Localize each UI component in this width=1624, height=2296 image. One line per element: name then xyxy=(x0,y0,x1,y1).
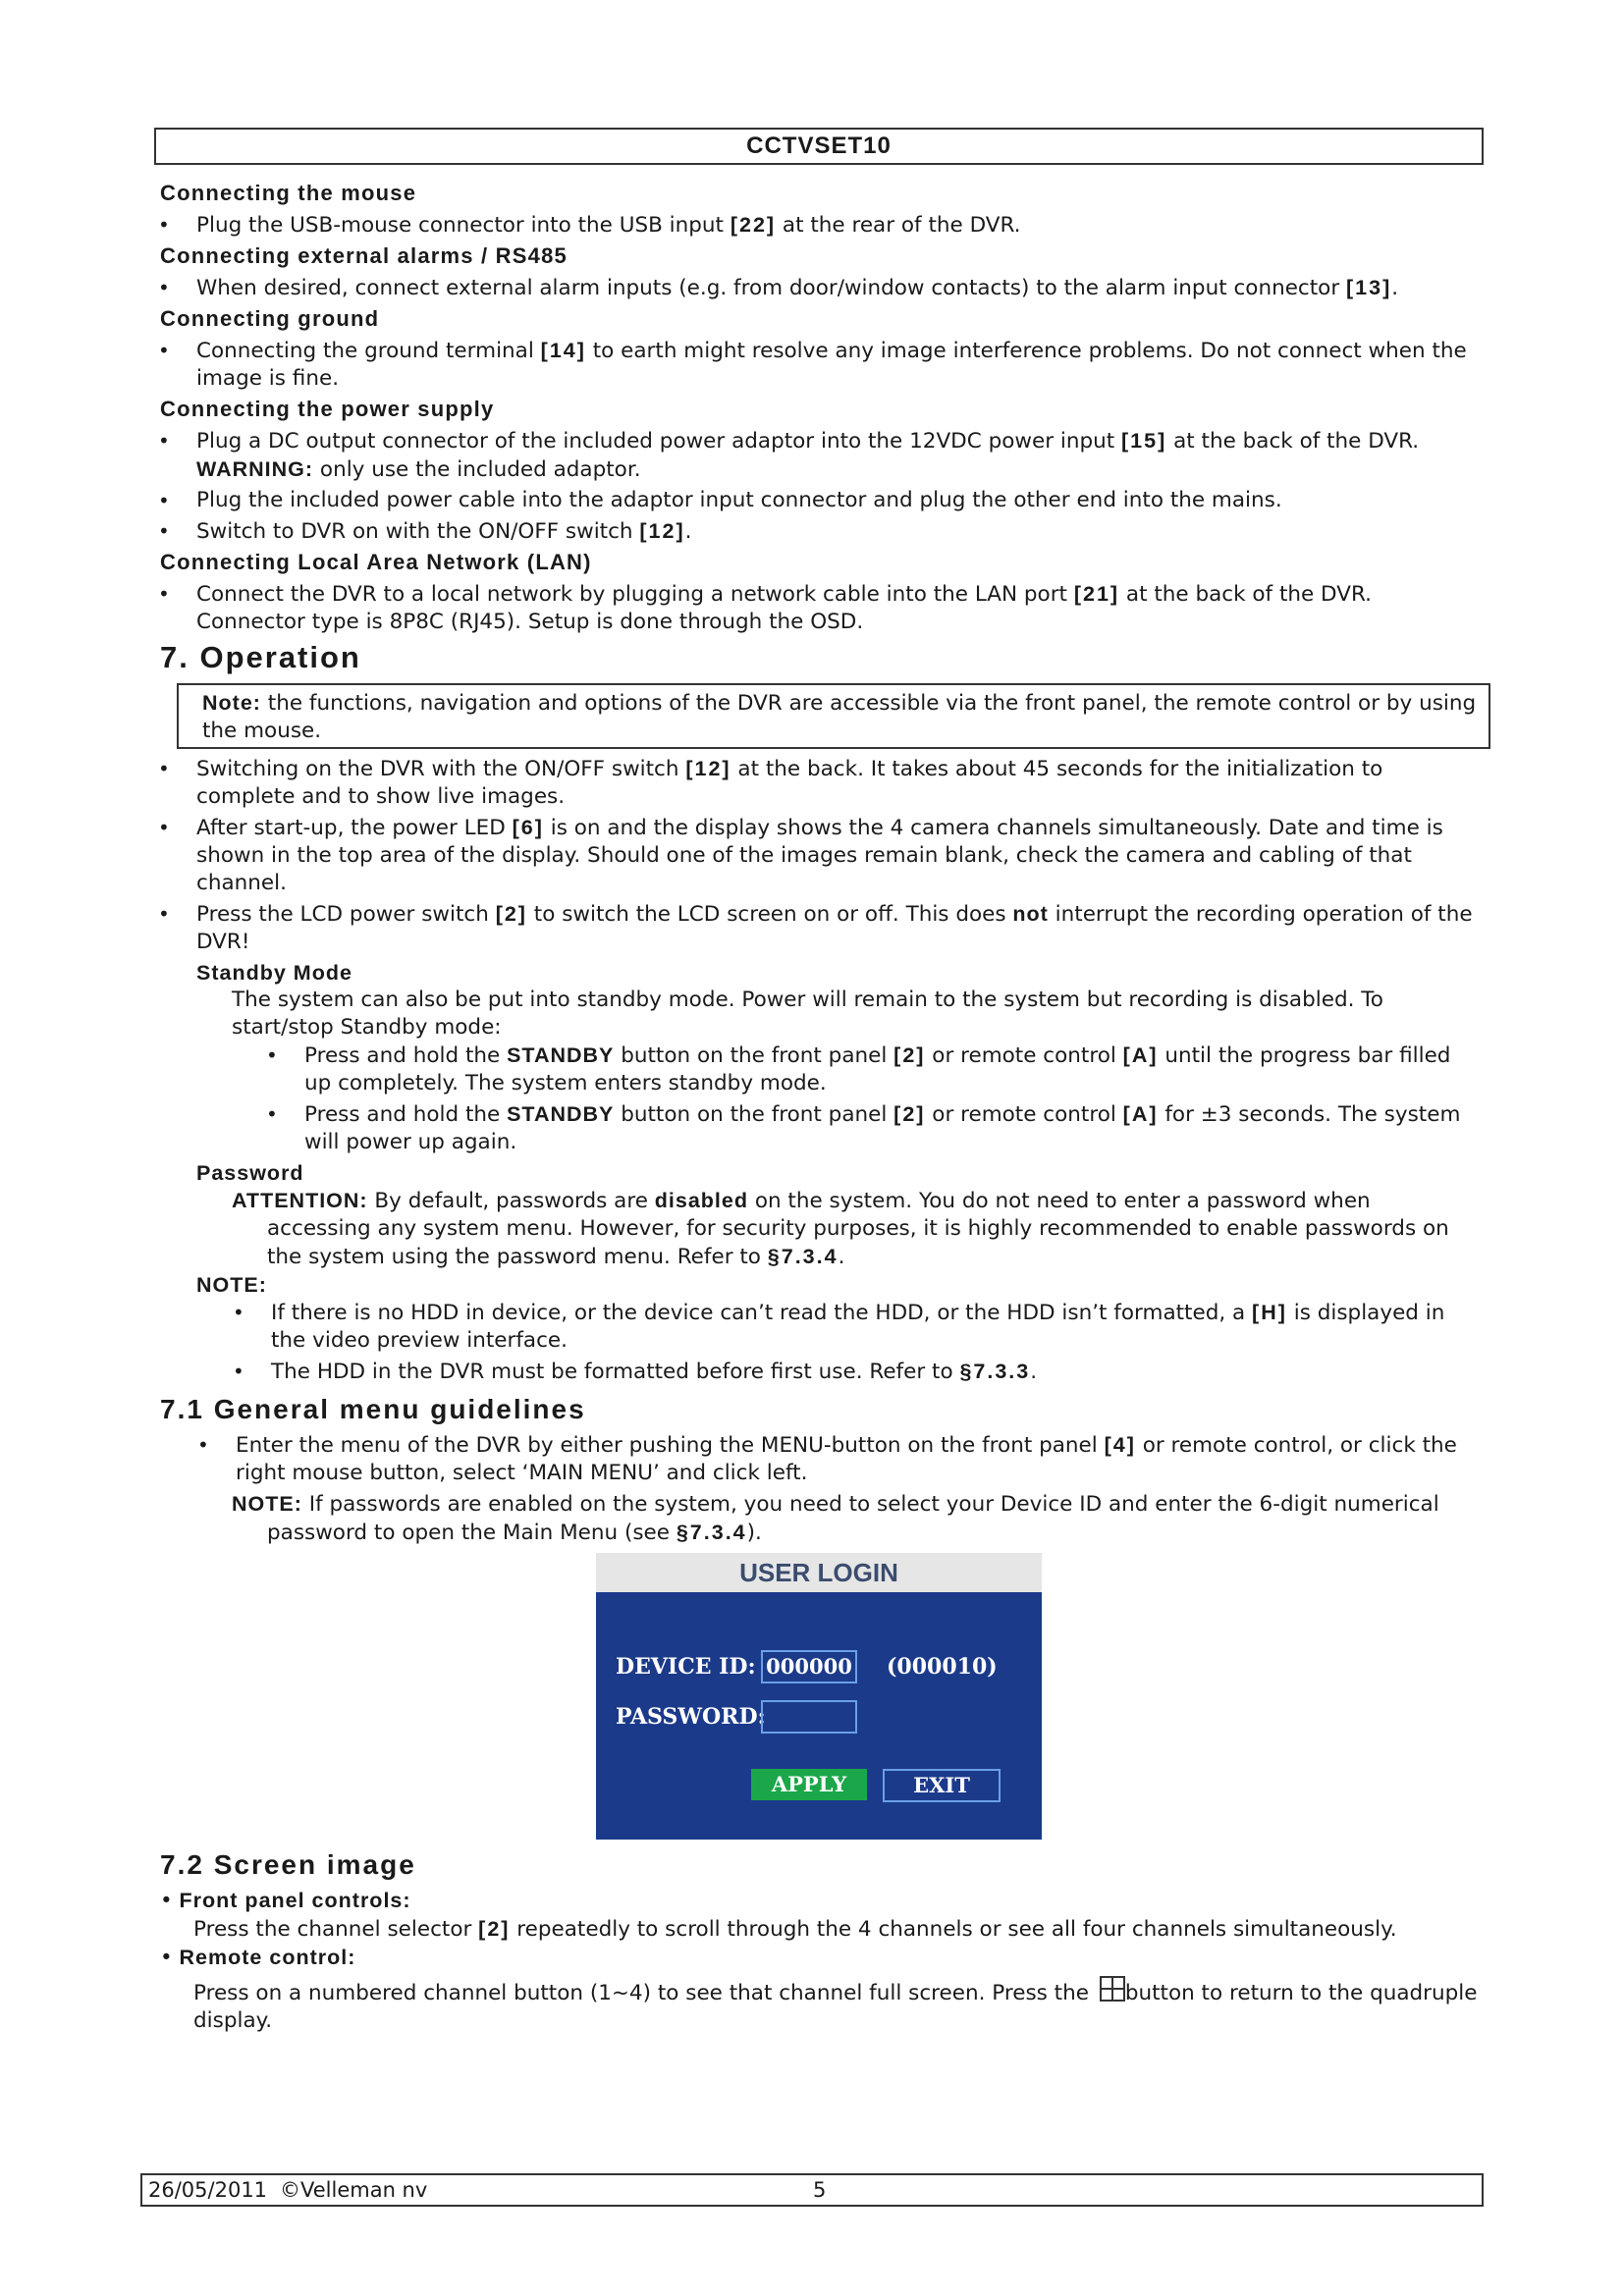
screen-heading: 7.2 Screen image xyxy=(160,1849,416,1880)
ground-list xyxy=(157,337,1478,393)
document-footer xyxy=(140,2173,1484,2207)
standby-text: The system can also be put into standby mode. Power will remain to the system but recording is disabled. To start/stop Standby mode: xyxy=(232,988,1383,1040)
general-heading: 7.1 General menu guidelines xyxy=(160,1394,586,1424)
device-id-field[interactable]: 000000 xyxy=(761,1650,857,1683)
list-item: • Enter the menu of the DVR by either pushing the MENU-button on the front panel [4] or remote control, or click the right mouse button, select ‘MAIN MENU’ and click left. xyxy=(196,1431,1478,1487)
apply-button[interactable]: APPLY xyxy=(751,1769,867,1800)
list-item: • Switch to DVR on with the ON/OFF switch [12]. xyxy=(157,517,1478,546)
list-item: • Plug the USB-mouse connector into the USB input [22] at the rear of the DVR. xyxy=(157,211,1478,240)
header-title: CCTVSET10 xyxy=(746,133,892,159)
list-item: • The HDD in the DVR must be formatted before first use. Refer to §7.3.3. xyxy=(232,1358,1478,1386)
attention-paragraph: ATTENTION: By default, passwords are disabled on the system. You do not need to enter a password when accessing any system menu. However, for security purposes, it is highly recommended to enable passwords on the system using the password menu. Refer to §7.3.4. xyxy=(232,1189,1449,1269)
front-panel-label: Front panel controls: xyxy=(179,1889,411,1912)
remote-control-label: Remote control: xyxy=(179,1946,356,1969)
page-number: 5 xyxy=(813,2178,827,2202)
power-list xyxy=(157,427,1478,546)
list-item: • Connect the DVR to a local network by plugging a network cable into the LAN port [21] at the back of the DVR. Connector type is 8P8C (RJ45). Setup is done through the OSD. xyxy=(157,580,1478,636)
login-body xyxy=(596,1592,1042,1840)
operation-note-box: Note: the functions, navigation and options of the DVR are accessible via the front panel, the remote control or by using the mouse. xyxy=(177,683,1490,749)
password-field[interactable] xyxy=(761,1700,857,1734)
lan-heading: Connecting Local Area Network (LAN) xyxy=(160,550,592,574)
password-heading: Password xyxy=(196,1161,304,1185)
list-item: • Plug a DC output connector of the included power adaptor into the 12VDC power input [15] at the back of the DVR. WARNING: only use the included adaptor. xyxy=(157,427,1478,484)
general-note: NOTE: If passwords are enabled on the system, you need to select your Device ID and enter the 6-digit numerical password to open the Main Menu (see §7.3.4). xyxy=(232,1492,1439,1545)
user-login-dialog xyxy=(596,1553,1042,1840)
list-item: • Press the LCD power switch [2] to switch the LCD screen on or off. This does not interrupt the recording operation of the DVR! xyxy=(157,900,1478,956)
standby-list xyxy=(265,1041,1478,1156)
document-header xyxy=(154,128,1484,165)
front-panel-section: • Front panel controls: Press the channel selector [2] repeatedly to scroll through the 4 channels or see all four channels simultaneously. • Remote control: Press on a numbered channel button (1~4) to see that channel full screen. Press the button to return to the quadruple display. xyxy=(160,1889,1478,2033)
note-list xyxy=(232,1299,1478,1386)
list-item: • If there is no HDD in device, or the device can’t read the HDD, or the HDD isn’t formatted, a [H] is displayed in the video preview interface. xyxy=(232,1299,1478,1355)
device-id-label: DEVICE ID: xyxy=(616,1654,756,1680)
page-content xyxy=(157,177,1478,2035)
exit-button[interactable]: EXIT xyxy=(883,1769,1001,1802)
note-label: Note: xyxy=(202,691,261,715)
power-heading: Connecting the power supply xyxy=(160,397,495,421)
general-list xyxy=(196,1431,1478,1487)
mouse-list xyxy=(157,211,1478,240)
operation-heading: 7. Operation xyxy=(160,640,361,674)
alarms-list xyxy=(157,274,1478,302)
lan-list xyxy=(157,580,1478,636)
list-item: • When desired, connect external alarm inputs (e.g. from door/window contacts) to the alarm input connector [13]. xyxy=(157,274,1478,302)
ground-heading: Connecting ground xyxy=(160,306,380,331)
list-item: • Connecting the ground terminal [14] to earth might resolve any image interference problems. Do not connect when the image is fine. xyxy=(157,337,1478,393)
warning-label: WARNING: xyxy=(196,457,314,481)
footer-copyright: ©Velleman nv xyxy=(280,2178,428,2202)
password-label: PASSWORD: xyxy=(616,1704,766,1730)
list-item: • Plug the included power cable into the adaptor input connector and plug the other end into the mains. xyxy=(157,487,1478,514)
alarms-heading: Connecting external alarms / RS485 xyxy=(160,243,568,268)
list-item: • Switching on the DVR with the ON/OFF switch [12] at the back. It takes about 45 seconds for the initialization to complete and to show live images. xyxy=(157,755,1478,811)
standby-heading: Standby Mode xyxy=(196,961,352,985)
note-heading: NOTE: xyxy=(196,1273,267,1297)
quad-display-icon xyxy=(1100,1976,1125,2002)
footer-date: 26/05/2011 xyxy=(148,2178,268,2202)
list-item: • Press and hold the STANDBY button on the front panel [2] or remote control [A] until the progress bar filled up completely. The system enters standby mode. xyxy=(265,1041,1478,1097)
operation-list xyxy=(157,755,1478,956)
device-id-hint: (000010) xyxy=(887,1654,998,1680)
list-item: • Press and hold the STANDBY button on the front panel [2] or remote control [A] for ±3 seconds. The system will power up again. xyxy=(265,1100,1478,1156)
login-title: USER LOGIN xyxy=(596,1553,1042,1592)
mouse-heading: Connecting the mouse xyxy=(160,181,417,205)
list-item: • After start-up, the power LED [6] is on and the display shows the 4 camera channels simultaneously. Date and time is shown in the top area of the display. Should one of the images remain blank, check the camera and cabling of that channel. xyxy=(157,814,1478,897)
